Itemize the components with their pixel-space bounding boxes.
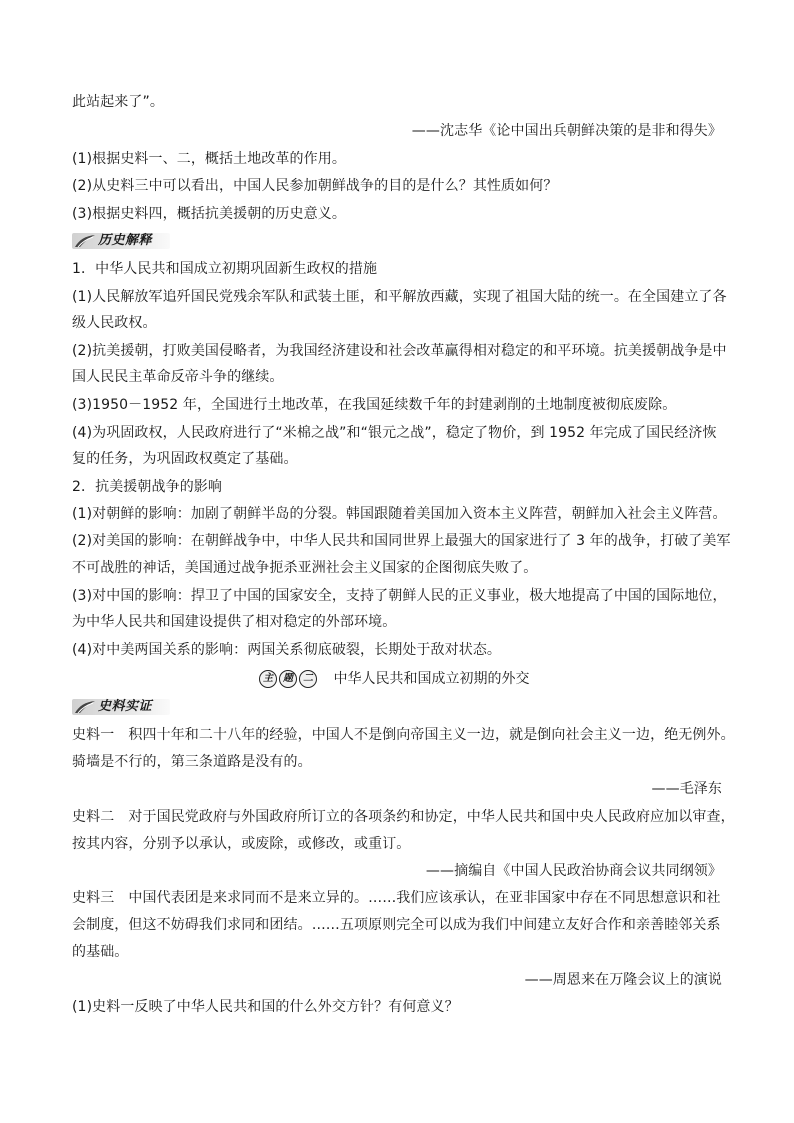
question-1: (1)根据史料一、二，概括土地改革的作用。 <box>72 151 346 167</box>
text-line: 级人民政权。 <box>72 315 157 331</box>
citation: ——摘编自《中国人民政治协商会议共同纲领》 <box>425 863 722 879</box>
theme-badge <box>259 669 319 689</box>
quill-icon <box>74 234 96 248</box>
text-line: (2)抗美援朝，打败美国侵略者，为我国经济建设和社会改革赢得相对稳定的和平环境。抗美援朝战争是中 <box>72 343 727 359</box>
question-1: (1)史料一反映了中华人民共和国的什么外交方针？有何意义？ <box>72 999 459 1015</box>
text-line: (1)对朝鲜的影响：加剧了朝鲜半岛的分裂。韩国跟随着美国加入资本主义阵营，朝鲜加入社会主义阵营。 <box>72 506 727 522</box>
citation: ——周恩来在万隆会议上的演说 <box>524 972 722 988</box>
text-line: 的基础。 <box>72 944 129 960</box>
text-line: (1)人民解放军追歼国民党残余军队和武装土匪，和平解放西藏，实现了祖国大陆的统一。在全国建立了各 <box>72 289 727 305</box>
question-3: (3)根据史料四，概括抗美援朝的历史意义。 <box>72 206 346 222</box>
heading-label: 历史解释 <box>98 233 153 248</box>
quill-icon <box>74 700 96 714</box>
text-line: 按其内容，分别予以承认，或废除，或修改，或重订。 <box>72 836 411 852</box>
text-line: (4)为巩固政权，人民政府进行了“米棉之战”和“银元之战”，稳定了物价，到 1952 年完成了国民经济恢 <box>72 425 717 441</box>
section-heading-history-explain <box>72 232 170 250</box>
text-line: 国人民民主革命反帝斗争的继续。 <box>72 369 284 385</box>
source-material: 史料二 对于国民党政府与外国政府所订立的各项条约和协定，中华人民共和国中央人民政府应加以审查， <box>72 809 735 825</box>
text-line: 为中华人民共和国建设提供了相对稳定的外部环境。 <box>72 614 397 630</box>
text-line: 不可战胜的神话，美国通过战争扼杀亚洲社会主义国家的企图彻底失败了。 <box>72 560 538 576</box>
source-material: 史料三 中国代表团是来求同而不是来立异的。……我们应该承认，在亚非国家中存在不同思想意识和社 <box>72 890 721 906</box>
text-line: 会制度，但这不妨碍我们求同和团结。……五项原则完全可以成为我们中间建立友好合作和亲善睦邻关系 <box>72 917 721 933</box>
text-line: 此站起来了”。 <box>72 94 164 110</box>
subheading: 2．抗美援朝战争的影响 <box>72 479 223 495</box>
subheading: 1．中华人民共和国成立初期巩固新生政权的措施 <box>72 261 378 277</box>
citation: ——毛泽东 <box>651 781 722 797</box>
section-heading-material-evidence <box>72 698 170 716</box>
theme-title: 中华人民共和国成立初期的外交 <box>333 671 530 687</box>
badge-char: 二 <box>299 670 317 688</box>
text-line: (2)对美国的影响：在朝鲜战争中，中华人民共和国同世界上最强大的国家进行了 3 年的战争，打破了美军 <box>72 533 731 549</box>
text-line: (3)对中国的影响：捍卫了中国的国家安全，支持了朝鲜人民的正义事业，极大地提高了中国的国际地位， <box>72 588 727 604</box>
badge-char: 主 <box>259 670 277 688</box>
source-material: 史料一 积四十年和二十八年的经验，中国人不是倒向帝国主义一边，就是倒向社会主义一边，绝无例外。 <box>72 727 735 743</box>
badge-char: 题 <box>279 670 297 688</box>
text-line: 复的任务，为巩固政权奠定了基础。 <box>72 451 298 467</box>
text-line: 骑墙是不行的，第三条道路是没有的。 <box>72 754 312 770</box>
question-2: (2)从史料三中可以看出，中国人民参加朝鲜战争的目的是什么？其性质如何？ <box>72 178 558 194</box>
text-line: (3)1950－1952 年，全国进行土地改革，在我国延续数千年的封建剥削的土地制度被彻底废除。 <box>72 397 677 413</box>
citation: ——沈志华《论中国出兵朝鲜决策的是非和得失》 <box>411 123 722 139</box>
heading-label: 史料实证 <box>98 699 153 714</box>
theme-heading <box>259 669 529 689</box>
text-line: (4)对中美两国关系的影响：两国关系彻底破裂，长期处于敌对状态。 <box>72 642 502 658</box>
